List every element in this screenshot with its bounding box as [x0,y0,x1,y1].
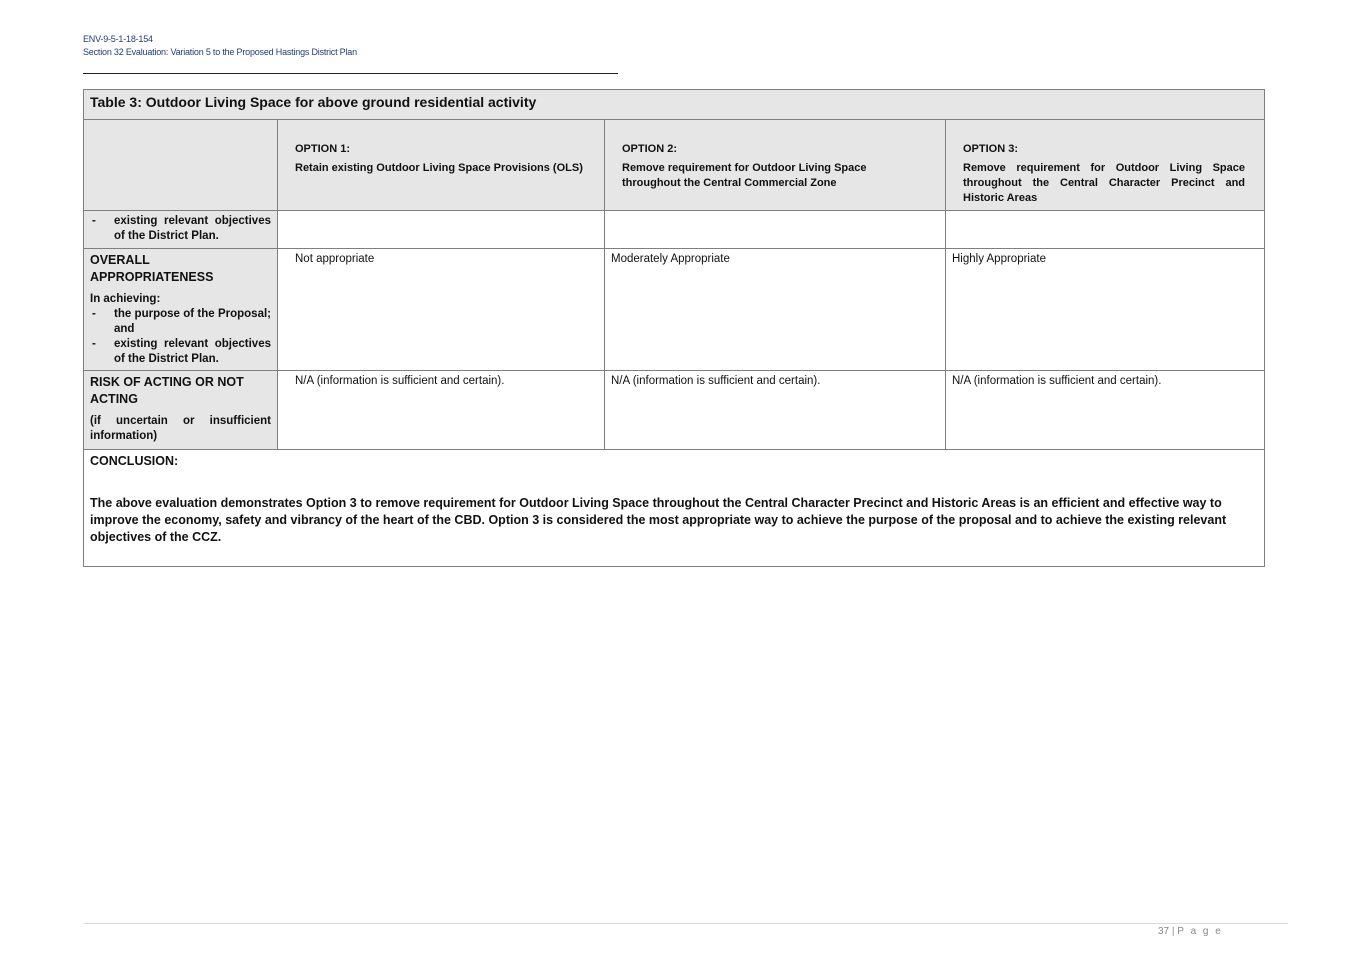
document-title: Section 32 Evaluation: Variation 5 to the Proposed Hastings District Plan [83,47,357,57]
bullet-dash: - [92,308,96,320]
option-3-label: OPTION 3: [963,143,1019,155]
header-empty-cell [84,120,278,211]
option-1-desc: Retain existing Outdoor Living Space Provisions (OLS) [295,162,583,174]
overall-appropriateness-row [84,249,1265,371]
bullet-dash: - [92,338,96,350]
option-2-label: OPTION 2: [622,143,678,155]
list-item [90,307,271,337]
row-heading: OVERALL APPROPRIATENESS [90,253,214,284]
option-2-risk: N/A (information is sufficient and certain). [605,371,946,450]
overall-appropriateness-label [84,249,278,371]
footer-separator: | [1171,926,1175,937]
option-3-appropriateness: Highly Appropriate [946,249,1265,371]
table-caption: Table 3: Outdoor Living Space for above ground residential activity [84,90,1265,120]
list-item-text: existing relevant objectives of the District Plan. [114,338,271,365]
continued-row-cell-2 [605,211,946,249]
page-footer [1158,926,1223,937]
conclusion-text: The above evaluation demonstrates Option 3 to remove requirement for Outdoor Living Space throughout the Central Character Precinct and Historic Areas is an efficient and effective way to improve the economy, safety and vibrancy of the heart of the CBD. Option 3 is considered the most appropriate way to achieve the purpose of the proposal and to achieve the existing relevant objectives of the CCZ. [90,496,1227,544]
conclusion-row [84,450,1265,567]
option-1-header [278,120,605,211]
option-3-header [946,120,1265,211]
option-3-desc: Remove requirement for Outdoor Living Space throughout the Central Character Precinct and Historic Areas [963,162,1246,204]
option-1-appropriateness: Not appropriate [278,249,605,371]
header-divider [83,73,618,74]
option-1-label: OPTION 1: [295,143,351,155]
footer-divider [83,923,1288,924]
list-item [90,337,271,367]
option-2-header [605,120,946,211]
evaluation-table [83,89,1265,567]
conclusion-heading: CONCLUSION: [90,454,179,468]
risk-row [84,371,1265,450]
continued-row [84,211,1265,249]
bullet-dash: - [92,215,96,227]
option-3-risk: N/A (information is sufficient and certain). [946,371,1265,450]
options-header-row [84,120,1265,211]
continued-row-cell-3 [946,211,1265,249]
continued-row-label [84,211,278,249]
row-subheading: In achieving: [90,293,161,305]
list-item-text: existing relevant objectives of the District Plan. [114,215,271,242]
row-heading: RISK OF ACTING OR NOT ACTING [90,375,244,406]
continued-row-cell-1 [278,211,605,249]
risk-label [84,371,278,450]
option-2-appropriateness: Moderately Appropriate [605,249,946,371]
table-caption-row [84,90,1265,120]
option-2-desc: Remove requirement for Outdoor Living Space throughout the Central Commercial Zone [622,162,867,189]
row-subheading: (if uncertain or insufficient information) [90,415,271,442]
page-number: 37 [1158,926,1170,937]
conclusion-cell [84,450,1265,567]
list-item-text: the purpose of the Proposal; and [114,308,271,335]
page-label: P a g e [1177,926,1223,937]
option-1-risk: N/A (information is sufficient and certain). [278,371,605,450]
list-item [90,214,271,244]
document-id: ENV-9-5-1-18-154 [83,34,153,44]
document-header [83,33,357,59]
